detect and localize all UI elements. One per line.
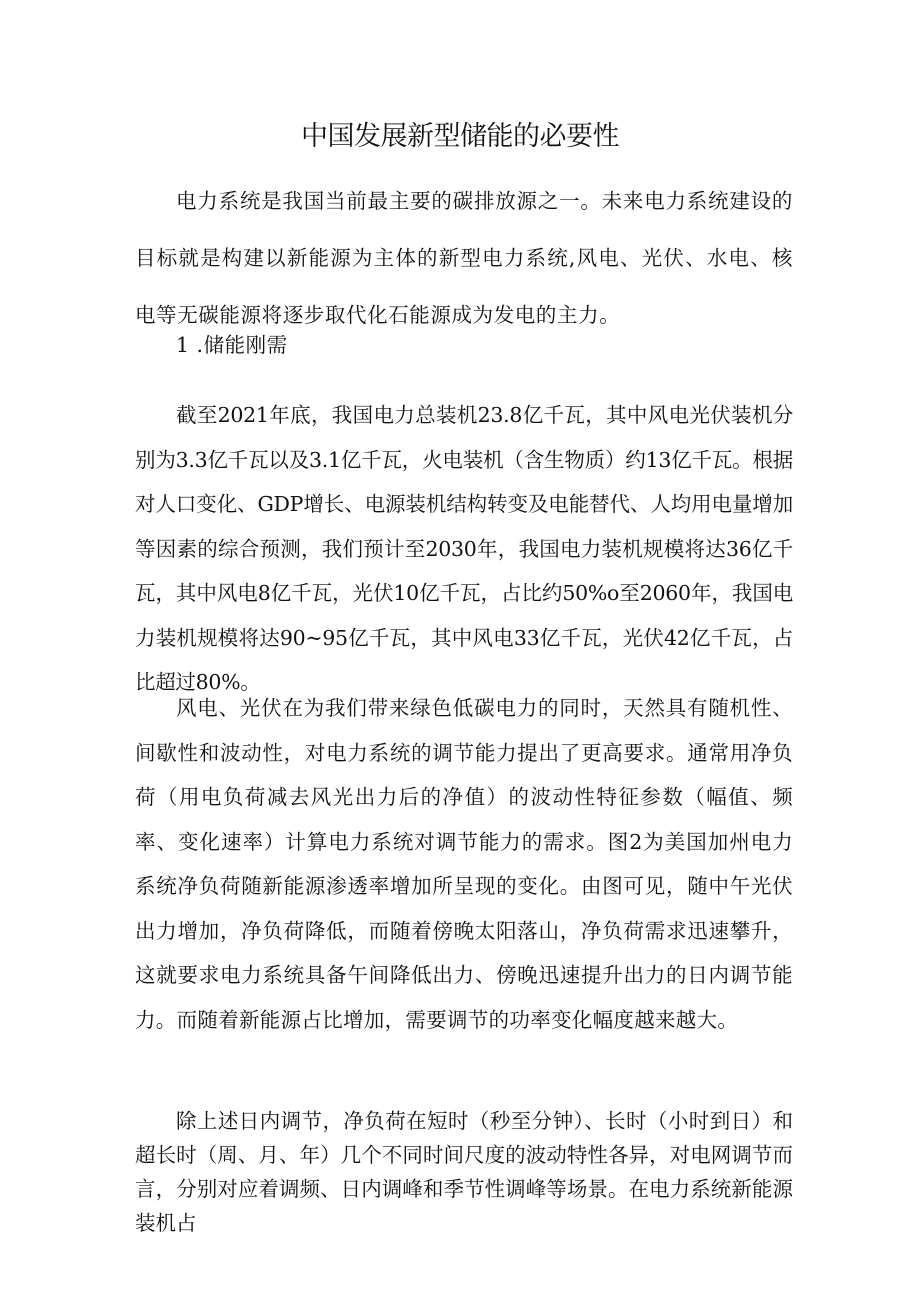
paragraph-capacity: 截至2021年底，我国电力总装机23.8亿千瓦，其中风电光伏装机分别为3.3亿千瓦以及3.1亿千瓦，火电装机（含生物质）约13亿千瓦。根据对人口变化、GDP增长、电源装机结构转变及电能替代、人均用电量增加等因素的综合预测，我们预计至2030年，我国电力装机规模将达36亿千瓦，其中风电8亿千瓦，光伏10亿千瓦，占比约50%o至2060年，我国电力装机规模将达90~95亿千瓦，其中风电33亿千瓦，光伏42亿千瓦，占比超过80%。 bbox=[135, 403, 793, 694]
paragraph-timescales: 除上述日内调节，净负荷在短时（秒至分钟）、长时（小时到日）和超长时（周、月、年）几个不同时间尺度的波动特性各异，对电网调节而言，分别对应着调频、日内调峰和季节性调峰等场景。在电力系统新能源装机占 bbox=[135, 1109, 793, 1235]
section-heading: 1 .储能刚需 bbox=[176, 333, 288, 357]
paragraph-volatility: 风电、光伏在为我们带来绿色低碳电力的同时，天然具有随机性、间歇性和波动性，对电力系统的调节能力提出了更高要求。通常用净负荷（用电负荷减去风光出力后的净值）的波动性特征参数（幅值、频率、变化速率）计算电力系统对调节能力的需求。图2为美国加州电力系统净负荷随新能源渗透率增加所呈现的变化。由图可见，随中午光伏出力增加，净负荷降低，而随着傍晚太阳落山，净负荷需求迅速攀升，这就要求电力系统具备午间降低出力、傍晚迅速提升出力的日内调节能力。而随着新能源占比增加，需要调节的功率变化幅度越来越大。 bbox=[135, 696, 793, 1032]
paragraph-intro: 电力系统是我国当前最主要的碳排放源之一。未来电力系统建设的目标就是构建以新能源为主体的新型电力系统,风电、光伏、水电、核电等无碳能源将逐步取代化石能源成为发电的主力。 bbox=[135, 189, 793, 327]
document-title: 中国发展新型储能的必要性 bbox=[301, 121, 619, 152]
